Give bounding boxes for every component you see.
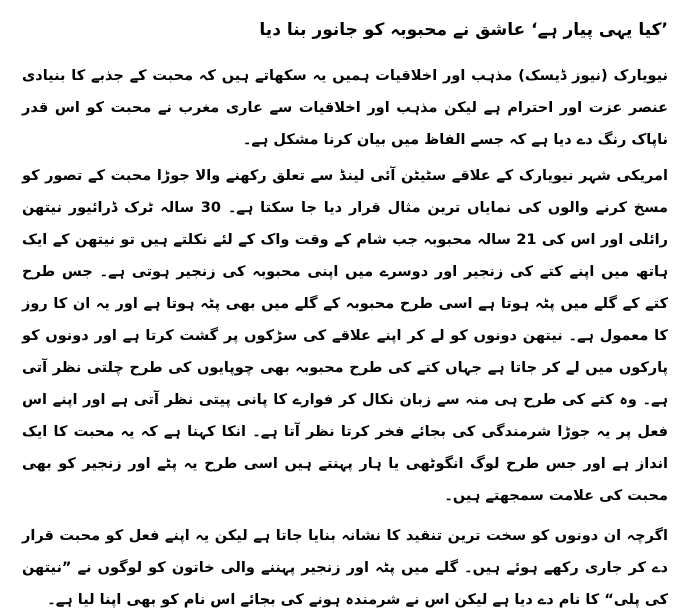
article-paragraph-intro: نیویارک (نیوز ڈیسک) مذہب اور اخلاقیات ہمیں یہ سکھاتے ہیں کہ محبت کے جذبے کا بنیادی عنصر عزت اور احترام ہے لیکن مذہب اور اخلاقیات سے عاری مغرب نے محبت کو اس قدر ناپاک رنگ دے دیا ہے کہ جسے الفاظ میں بیان کرنا مشکل ہے۔ xyxy=(22,68,668,148)
article-paragraph-closing: اگرچہ ان دونوں کو سخت ترین تنقید کا نشانہ بنایا جاتا ہے لیکن یہ اپنے فعل کو محبت قرار دے کر جاری رکھے ہوئے ہیں۔ گلے میں پٹہ اور زنجیر پہننے والی خاتون کو لوگوں نے ”نیتھن کی پلی“ کا نام دے دیا ہے لیکن اس نے شرمندہ ہونے کی بجائے اس نام کو بھی اپنا لیا ہے۔ xyxy=(22,528,668,608)
article-title: ’کیا یہی پیار ہے‘ عاشق نے محبوبہ کو جانور بنا دیا xyxy=(259,20,668,40)
article-paragraph-body: امریکی شہر نیویارک کے علاقے سٹیٹن آئی لینڈ سے تعلق رکھنے والا جوڑا محبت کے تصور کو مسخ کرنے والوں کی نمایاں ترین مثال قرار دیا جا سکتا ہے۔ 30 سالہ ٹرک ڈرائیور نیتھن رائلی اور اس کی 21 سالہ محبوبہ جب شام کے وقت واک کے لئے نکلتے ہیں تو نیتھن کے ایک ہاتھ میں اپنے کتے کی زنجیر اور دوسرے میں اپنی محبوبہ کی زنجیر ہوتی ہے۔ جس طرح کتے کے گلے میں پٹہ ہوتا ہے اسی طرح محبوبہ کے گلے میں بھی پٹہ ہوتا ہے اور یہ ان کا روز کا معمول ہے۔ نیتھن دونوں کو لے کر اپنے علاقے کی سڑکوں پر گشت کرتا ہے اور دونوں کو پارکوں میں لے کر جاتا ہے جہاں کتے کی طرح محبوبہ بھی چوپایوں کی طرح چلتی نظر آتی ہے۔ وہ کتے کی طرح ہی منہ سے زبان نکال کر فوارے کا پانی پیتی نظر آتی ہے اور اپنے اس فعل پر یہ جوڑا شرمندگی کی بجائے فخر کرتا نظر آتا ہے۔ انکا کہنا ہے کہ یہ محبت کا ایک انداز ہے اور جس طرح لوگ انگوٹھی یا ہار پہنتے ہیں اسی طرح یہ پٹے اور زنجیر کو بھی محبت کی علامت سمجھتے ہیں۔ xyxy=(22,168,668,504)
